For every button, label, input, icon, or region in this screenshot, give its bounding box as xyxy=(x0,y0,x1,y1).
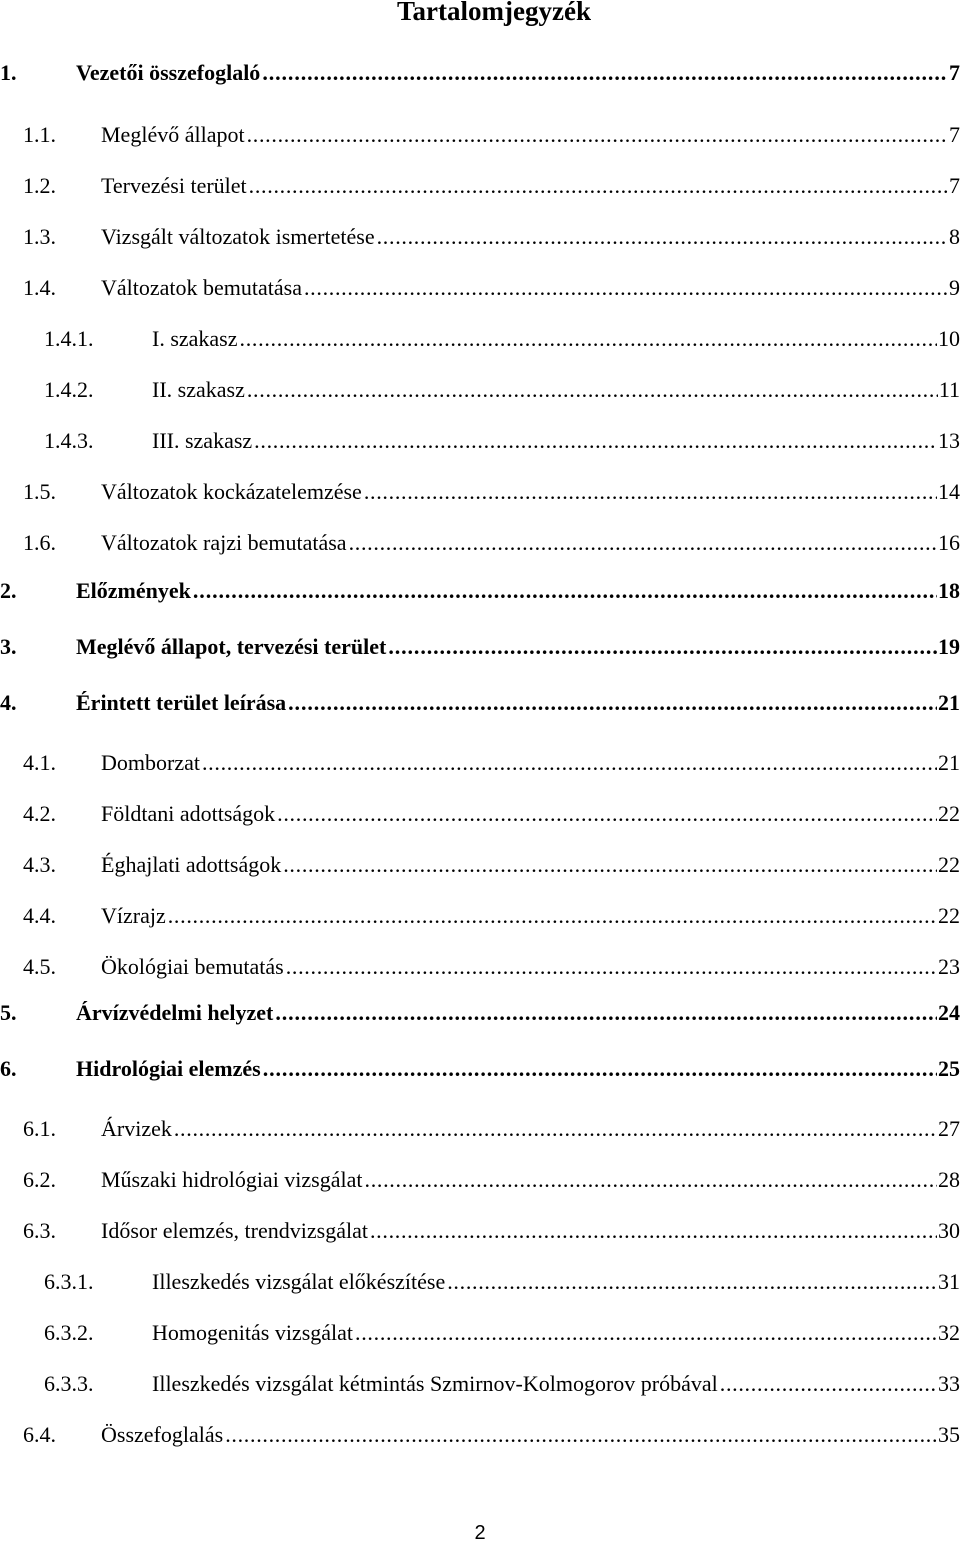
toc-entry[interactable] xyxy=(0,1422,960,1454)
toc-entry-number: 6.3. xyxy=(23,1218,56,1243)
toc-entry-title: Domborzat xyxy=(101,750,200,775)
toc-entry-title: Változatok bemutatása xyxy=(101,275,302,300)
toc-entry-title: Árvizek xyxy=(101,1116,172,1141)
toc-entry[interactable] xyxy=(0,326,960,358)
toc-entry[interactable] xyxy=(0,173,960,205)
toc-entry-title: Földtani adottságok xyxy=(101,801,276,826)
dot-leader xyxy=(365,1167,938,1193)
dot-leader xyxy=(247,377,938,403)
toc-entry-page: 24 xyxy=(938,1000,960,1025)
toc-entry-title: Változatok kockázatelemzése xyxy=(101,479,362,504)
toc-entry-number: 4.1. xyxy=(23,750,56,775)
toc-entry-title: Homogenitás vizsgálat xyxy=(152,1320,354,1345)
toc-entry-number: 1.4.1. xyxy=(44,326,94,351)
toc-entry-title: Árvízvédelmi helyzet xyxy=(76,1000,274,1025)
toc-entry[interactable] xyxy=(0,60,960,92)
toc-entry-number: 6.3.1. xyxy=(44,1269,94,1294)
toc-entry-page: 7 xyxy=(949,173,960,198)
dot-leader xyxy=(355,1320,937,1346)
toc-entry-page: 22 xyxy=(938,903,960,928)
toc-entry-title: II. szakasz xyxy=(152,377,245,402)
toc-entry-number: 4.5. xyxy=(23,954,56,979)
toc-entry-page: 18 xyxy=(938,578,960,603)
dot-leader xyxy=(240,326,937,352)
toc-entry-number: 6.3.3. xyxy=(44,1371,94,1396)
toc-entry-page: 8 xyxy=(949,224,960,249)
dot-leader xyxy=(263,1056,937,1082)
toc-entry-page: 22 xyxy=(938,852,960,877)
dot-leader xyxy=(447,1269,937,1295)
toc-entry-page: 21 xyxy=(938,750,960,775)
toc-entry-page: 21 xyxy=(938,690,960,715)
toc-entry-number: 4.3. xyxy=(23,852,56,877)
toc-entry-number: 6.2. xyxy=(23,1167,56,1192)
toc-entry-page: 33 xyxy=(938,1371,960,1396)
toc-entry-title: Ökológiai bemutatás xyxy=(101,954,284,979)
dot-leader xyxy=(377,224,948,250)
toc-entry-title: Összefoglalás xyxy=(101,1422,224,1447)
dot-leader xyxy=(349,530,937,556)
dot-leader xyxy=(370,1218,937,1244)
dot-leader xyxy=(304,275,948,301)
page-number: 2 xyxy=(474,1522,486,1544)
dot-leader xyxy=(254,428,937,454)
toc-entry-page: 10 xyxy=(938,326,960,351)
toc-title: Tartalomjegyzék xyxy=(397,0,591,26)
toc-entry[interactable] xyxy=(0,1320,960,1352)
toc-entry[interactable] xyxy=(0,578,960,610)
toc-entry[interactable] xyxy=(0,1056,960,1088)
toc-entry[interactable] xyxy=(0,1167,960,1199)
toc-entry[interactable] xyxy=(0,1218,960,1250)
toc-entry-number: 6.3.2. xyxy=(44,1320,94,1345)
dot-leader xyxy=(193,578,937,604)
toc-entry-number: 4.2. xyxy=(23,801,56,826)
toc-entry-title: Illeszkedés vizsgálat kétmintás Szmirnov-Kolmogorov próbával xyxy=(152,1371,718,1396)
toc-entry-number: 1.1. xyxy=(23,122,56,147)
toc-entry-page: 13 xyxy=(938,428,960,453)
toc-entry[interactable] xyxy=(0,377,960,409)
toc-entry-number: 6.4. xyxy=(23,1422,56,1447)
toc-entry-title: Idősor elemzés, trendvizsgálat xyxy=(101,1218,368,1243)
toc-entry-page: 11 xyxy=(938,377,960,402)
dot-leader xyxy=(174,1116,937,1142)
toc-entry-title: Vezetői összefoglaló xyxy=(76,60,261,85)
toc-entry-page: 14 xyxy=(938,479,960,504)
toc-entry-page: 28 xyxy=(938,1167,960,1192)
toc-entry-page: 9 xyxy=(949,275,960,300)
toc-entry-number: 1.5. xyxy=(23,479,56,504)
toc-entry[interactable] xyxy=(0,1269,960,1301)
toc-entry-page: 27 xyxy=(938,1116,960,1141)
dot-leader xyxy=(364,479,937,505)
toc-entry-number: 3. xyxy=(0,634,17,659)
toc-entry-page: 16 xyxy=(938,530,960,555)
dot-leader xyxy=(202,750,937,776)
dot-leader xyxy=(388,634,937,660)
toc-entry-number: 1.4.2. xyxy=(44,377,94,402)
toc-entry-title: Hidrológiai elemzés xyxy=(76,1056,261,1081)
toc-entry[interactable] xyxy=(0,690,960,722)
toc-entry-number: 4.4. xyxy=(23,903,56,928)
toc-entry[interactable] xyxy=(0,275,960,307)
toc-entry[interactable] xyxy=(0,479,960,511)
toc-entry-page: 30 xyxy=(938,1218,960,1243)
toc-entry-number: 5. xyxy=(0,1000,17,1025)
toc-entry-title: Tervezési terület xyxy=(101,173,247,198)
dot-leader xyxy=(288,690,937,716)
toc-entry-number: 6.1. xyxy=(23,1116,56,1141)
toc-entry-title: Műszaki hidrológiai vizsgálat xyxy=(101,1167,363,1192)
dot-leader xyxy=(275,1000,937,1026)
dot-leader xyxy=(168,903,937,929)
toc-entry-number: 6. xyxy=(0,1056,17,1081)
toc-entry-number: 1. xyxy=(0,60,17,85)
toc-entry-page: 35 xyxy=(938,1422,960,1447)
dot-leader xyxy=(277,801,937,827)
toc-entry-page: 31 xyxy=(938,1269,960,1294)
toc-entry-number: 1.4. xyxy=(23,275,56,300)
toc-entry[interactable] xyxy=(0,954,960,986)
dot-leader xyxy=(283,852,937,878)
dot-leader xyxy=(225,1422,937,1448)
toc-entry-title: Vizsgált változatok ismertetése xyxy=(101,224,375,249)
toc-entry-number: 1.2. xyxy=(23,173,56,198)
dot-leader xyxy=(286,954,937,980)
dot-leader xyxy=(247,122,948,148)
toc-entry-page: 7 xyxy=(949,60,960,85)
toc-entry-title: Előzmények xyxy=(76,578,191,603)
toc-entry-title: Vízrajz xyxy=(101,903,166,928)
toc-entry[interactable] xyxy=(0,903,960,935)
toc-entry-title: Érintett terület leírása xyxy=(76,690,287,715)
toc-entry-page: 19 xyxy=(938,634,960,659)
toc-entry-page: 32 xyxy=(938,1320,960,1345)
toc-entry-title: III. szakasz xyxy=(152,428,253,453)
toc-entry-title: Meglévő állapot xyxy=(101,122,245,147)
toc-entry-title: Meglévő állapot, tervezési terület xyxy=(76,634,387,659)
toc-entry[interactable] xyxy=(0,224,960,256)
toc-entry[interactable] xyxy=(0,852,960,884)
toc-entry-title: Változatok rajzi bemutatása xyxy=(101,530,347,555)
toc-entry-number: 4. xyxy=(0,690,17,715)
toc-entry-number: 2. xyxy=(0,578,17,603)
toc-entry[interactable] xyxy=(0,1371,960,1403)
toc-entry[interactable] xyxy=(0,801,960,833)
toc-entry[interactable] xyxy=(0,634,960,666)
dot-leader xyxy=(249,173,948,199)
toc-entry-number: 1.4.3. xyxy=(44,428,94,453)
toc-entry-title: Illeszkedés vizsgálat előkészítése xyxy=(152,1269,446,1294)
toc-entry-page: 23 xyxy=(938,954,960,979)
toc-entry-number: 1.3. xyxy=(23,224,56,249)
toc-entry[interactable] xyxy=(0,750,960,782)
dot-leader xyxy=(262,60,948,86)
toc-entry[interactable] xyxy=(0,428,960,460)
toc-entry-page: 7 xyxy=(949,122,960,147)
toc-entry-title: Éghajlati adottságok xyxy=(101,852,282,877)
toc-entry[interactable] xyxy=(0,530,960,562)
toc-entry-title: I. szakasz xyxy=(152,326,238,351)
toc-entry[interactable] xyxy=(0,1000,960,1032)
toc-entry[interactable] xyxy=(0,1116,960,1148)
toc-entry[interactable] xyxy=(0,122,960,154)
dot-leader xyxy=(720,1371,937,1397)
toc-entry-number: 1.6. xyxy=(23,530,56,555)
toc-entry-page: 22 xyxy=(938,801,960,826)
toc-entry-page: 25 xyxy=(938,1056,960,1081)
